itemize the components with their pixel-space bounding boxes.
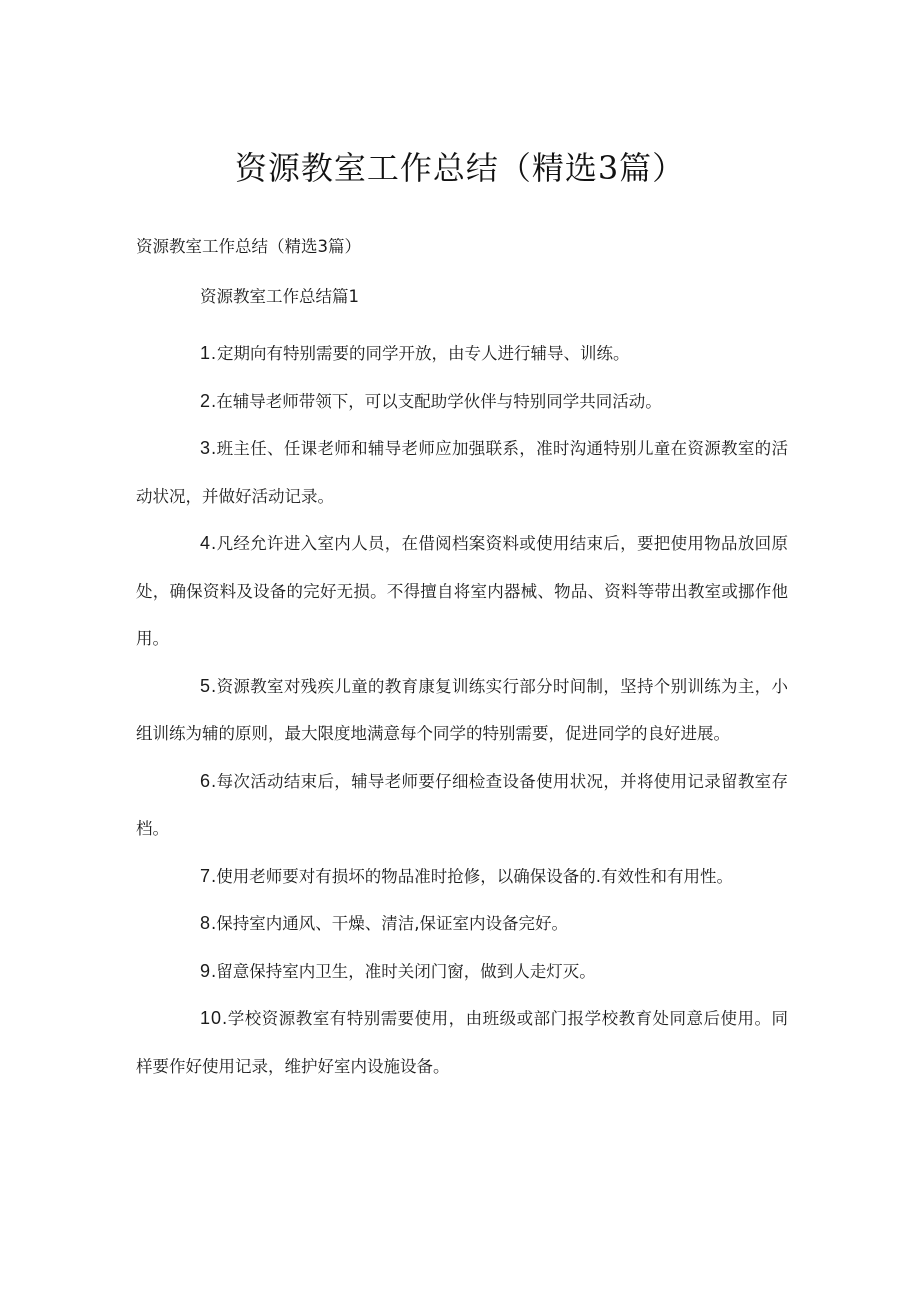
item-text: .凡经允许进入室内人员，在借阅档案资料或使用结束后，要把使用物品放回原处，确保资料及设备的完好无损。不得擅自将室内器械、物品、资料等带出教室或挪作他用。: [136, 534, 788, 648]
item-text: .资源教室对残疾儿童的教育康复训练实行部分时间制，坚持个别训练为主，小组训练为辅的原则，最大限度地满意每个同学的特别需要，促进同学的良好进展。: [136, 676, 788, 743]
section-heading: 资源教室工作总结篇1: [200, 287, 359, 306]
item-number: 1.: [200, 343, 218, 363]
list-item: [136, 758, 788, 853]
item-number: 3: [200, 438, 212, 458]
item-text: .学校资源教室有特别需要使用，由班级或部门报学校教育处同意后使用。同样要作好使用记录，维护好室内设施设备。: [136, 1009, 788, 1076]
list-item: [136, 330, 788, 378]
item-text: 定期向有特别需要的同学开放，由专人进行辅导、训练。: [217, 344, 630, 363]
item-number: 10: [200, 1008, 223, 1028]
item-number: 5: [200, 675, 212, 696]
item-number: 6: [200, 770, 212, 791]
rules-list: [136, 330, 788, 1090]
item-text: .班主任、任课老师和辅导老师应加强联系，准时沟通特别儿童在资源教室的活动状况，并做好活动记录。: [136, 439, 788, 506]
list-item: [136, 853, 788, 901]
item-text: .留意保持室内卫生，准时关闭门窗，做到人走灯灭。: [211, 961, 596, 981]
list-item: [136, 663, 788, 758]
item-number: 4: [200, 533, 212, 553]
item-number: 9: [200, 960, 212, 981]
item-text: .每次活动结束后，辅导老师要仔细检查设备使用状况，并将使用记录留教室存档。: [136, 771, 788, 838]
item-text: .使用老师要对有损坏的物品准时抢修，以确保设备的.有效性和有用性。: [211, 866, 734, 886]
item-text: .保持室内通风、干燥、清洁,保证室内设备完好。: [211, 914, 569, 933]
item-text: .在辅导老师带领下，可以支配助学伙伴与特别同学共同活动。: [211, 391, 662, 411]
list-item: [136, 520, 788, 663]
list-item: [136, 995, 788, 1090]
list-item: [136, 425, 788, 520]
item-number: 8: [200, 913, 212, 933]
list-item: [136, 948, 788, 996]
document-subtitle: 资源教室工作总结（精选3篇）: [136, 237, 361, 256]
item-number: 2: [200, 390, 212, 411]
document-title: 资源教室工作总结（精选3篇）: [234, 149, 686, 187]
list-item: [136, 900, 788, 948]
list-item: [136, 378, 788, 426]
item-number: 7: [200, 865, 212, 886]
